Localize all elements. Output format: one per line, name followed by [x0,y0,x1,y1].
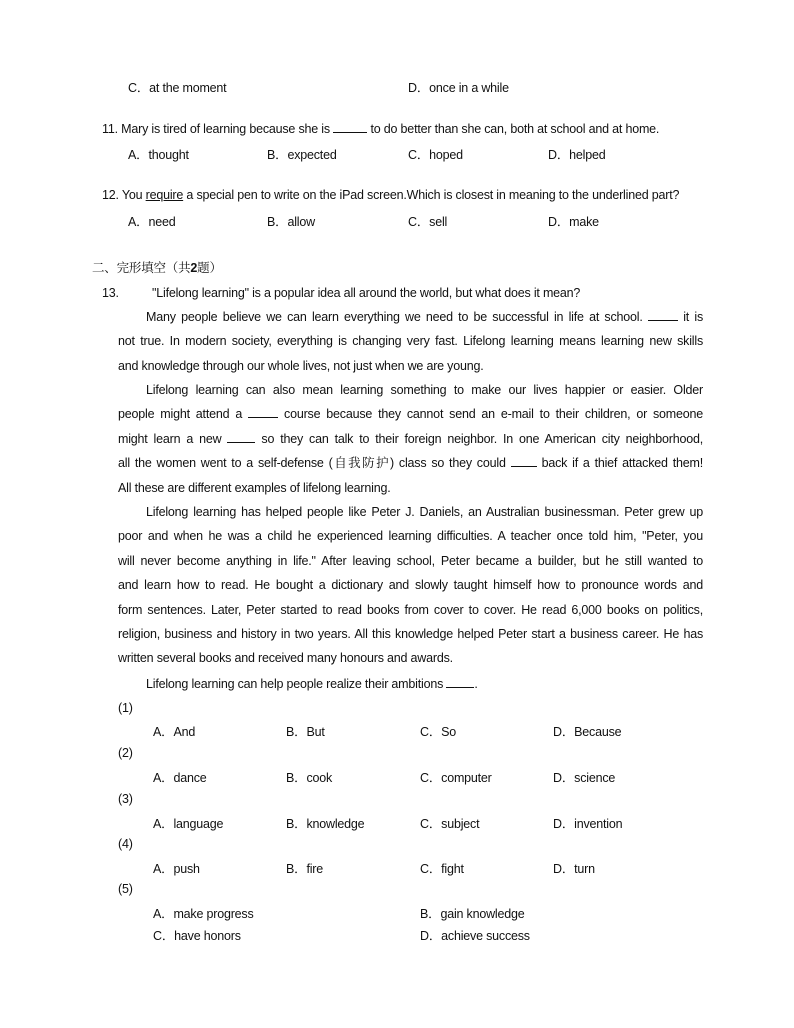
sub-question-label-3: (3) [118,792,133,806]
passage-paragraph-3 [118,500,703,671]
sub3-option-d[interactable] [553,814,622,832]
option-letter: D． [553,725,575,739]
option-letter: C． [408,215,430,229]
passage-line [118,402,703,426]
option-text: helped [569,148,606,162]
sub1-option-b[interactable] [286,722,325,740]
passage-text: so they can talk to their foreign neighbor. In one American city neighborhood, [261,431,703,446]
option-text: expected [287,148,337,162]
option-letter: A． [128,148,149,162]
option-text: subject [441,817,480,831]
answer-blank-1[interactable] [648,309,678,321]
option-letter: A． [128,215,149,229]
passage-text: Many people believe we can learn everything we need to be successful in life at school. [146,310,643,324]
option-text: push [173,862,200,876]
option-letter: A． [153,771,174,785]
option-letter: C． [420,817,442,831]
passage-line: will never become anything in life." After leaving school, Peter became a builder, but he still wanted to [118,553,703,568]
sub4-option-d[interactable] [553,859,595,877]
stem-text: You [121,188,143,202]
option-letter: B． [267,215,288,229]
option-letter: C． [153,929,175,943]
option-text: once in a while [429,81,509,95]
option-text: turn [574,862,595,876]
sub-question-label-4: (4) [118,837,133,851]
section-title-count: 2 [190,261,198,275]
option-text: invention [574,817,623,831]
option-letter: D． [553,817,575,831]
option-letter: C． [420,771,442,785]
passage-line: written several books and received many honours and awards. [118,651,453,666]
q12-stem [102,188,679,202]
passage-line: not true. In modern society, everything is changing very fast. Lifelong learning means learning new skills [118,334,703,349]
option-text: sell [429,215,448,229]
option-text: knowledge [306,817,365,831]
sub1-option-a[interactable] [153,722,195,740]
option-letter: D． [553,862,575,876]
q13-title-line: "Lifelong learning" is a popular idea all around the world, but what does it mean? [152,286,581,300]
q11-option-c[interactable] [408,145,463,163]
q11-option-d[interactable] [548,145,605,163]
option-text: dance [173,771,207,785]
sub3-option-a[interactable] [153,814,223,832]
option-text: computer [441,771,492,785]
option-text: So [441,725,457,739]
sub-question-label-2: (2) [118,746,133,760]
option-letter: D． [408,81,430,95]
stem-text: to do better than she can, both at school and at home. [370,122,660,136]
passage-line: and knowledge through our whole lives, not just when we are young. [118,358,484,373]
sub1-option-c[interactable] [420,722,456,740]
passage-line: Lifelong learning has helped people like Peter J. Daniels, an Australian businessman. Peter grew up [146,505,703,519]
passage-text: Lifelong learning can help people realize their ambitions [146,677,444,691]
option-letter: B． [286,862,307,876]
option-text: gain knowledge [440,907,525,921]
sub-question-label-5: (5) [118,882,133,896]
stem-text: Mary is tired of learning because she is [121,122,330,136]
option-text: at the moment [149,81,227,95]
section-heading [92,258,222,276]
passage-line: All these are different examples of lifelong learning. [118,480,391,495]
option-letter: D． [548,148,570,162]
option-text: make [569,215,599,229]
underlined-word: require [145,188,184,202]
passage-line: religion, business and history in two years. All this knowledge helped Peter start a business career. He has [118,627,703,642]
passage-text: people might attend a [118,407,243,422]
option-text: And [173,725,196,739]
sub5-option-d[interactable] [420,926,530,944]
passage-text: it is [683,310,704,324]
option-letter: B． [286,817,307,831]
q12-option-a[interactable] [128,212,175,230]
option-text: hoped [429,148,463,162]
option-text: But [306,725,325,739]
sub2-option-d[interactable] [553,768,615,786]
option-letter: A． [153,907,174,921]
sub5-option-b[interactable] [420,904,525,922]
option-letter: C． [420,725,442,739]
sub-question-label-1: (1) [118,701,133,715]
option-text: thought [148,148,189,162]
q11-stem [102,121,659,136]
q10-option-d[interactable] [408,78,509,96]
passage-paragraph-2 [118,378,703,500]
passage-line [118,305,703,329]
section-title-suffix: 题） [197,261,222,275]
sub5-option-c[interactable] [153,926,241,944]
option-letter: D． [548,215,570,229]
option-text: language [173,817,224,831]
option-letter: D． [420,929,442,943]
question-number: 12. [102,188,119,202]
sub3-option-b[interactable] [286,814,364,832]
passage-line: Lifelong learning can also mean learning something to make our lives happier or easier. Older [146,383,703,397]
passage-line: and learn how to read. He bought a dictionary and slowly taught himself how to pronounce words and [118,578,703,593]
option-letter: B． [286,771,307,785]
q12-option-b[interactable] [267,212,315,230]
option-text: need [148,215,176,229]
option-text: cook [306,771,333,785]
section-title-prefix: 二、完形填空（共 [92,261,191,275]
passage-text: course because they cannot send an e-mail to their children, or someone [284,407,704,422]
q12-option-d[interactable] [548,212,599,230]
sub2-option-b[interactable] [286,768,332,786]
q13-number: 13. [102,286,119,300]
question-number: 11. [102,122,118,136]
option-text: Because [574,725,622,739]
answer-blank-5[interactable] [446,676,474,688]
passage-paragraph-4: Lifelong learning can help people realize their ambitions . [146,677,478,691]
option-letter: B． [267,148,288,162]
passage-text: back if a thief attacked them! [541,456,703,471]
option-letter: A． [153,817,174,831]
sub3-option-c[interactable] [420,814,479,832]
option-letter: C． [408,148,430,162]
option-letter: A． [153,725,174,739]
answer-blank-3[interactable] [227,431,255,443]
passage-text: all the women went to a self-defense (自我防护) class so they could [118,456,506,471]
passage-text: might learn a new [118,431,222,446]
answer-blank-4[interactable] [511,455,537,467]
option-letter: C． [128,81,150,95]
sub2-option-a[interactable] [153,768,207,786]
sub4-option-b[interactable] [286,859,323,877]
q11-option-a[interactable] [128,145,189,163]
passage-paragraph-1 [118,305,703,378]
option-text: fire [306,862,324,876]
option-text: have honors [174,929,241,943]
option-letter: D． [553,771,575,785]
q12-option-c[interactable] [408,212,447,230]
option-letter: B． [420,907,441,921]
option-text: make progress [173,907,254,921]
option-letter: A． [153,862,174,876]
answer-blank-2[interactable] [248,406,278,418]
sub4-option-a[interactable] [153,859,200,877]
option-text: science [574,771,616,785]
option-text: allow [287,215,315,229]
stem-text: a special pen to write on the iPad screen.Which is closest in meaning to the underlined part? [186,188,680,202]
option-text: fight [441,862,464,876]
q11-option-b[interactable] [267,145,337,163]
q10-option-c[interactable] [128,78,226,96]
answer-blank[interactable] [333,121,367,133]
sub5-option-a[interactable] [153,904,254,922]
option-text: achieve success [441,929,530,943]
passage-line [118,451,703,475]
sub1-option-d[interactable] [553,722,621,740]
passage-line: form sentences. Later, Peter started to read books from cover to cover. He read 6,000 books on politics, [118,602,703,617]
sub2-option-c[interactable] [420,768,492,786]
option-letter: B． [286,725,307,739]
sub4-option-c[interactable] [420,859,464,877]
passage-line [118,427,703,451]
option-letter: C． [420,862,442,876]
passage-line: poor and when he was a child he experienced learning difficulties. A teacher once told him, "Peter, you [118,529,703,544]
